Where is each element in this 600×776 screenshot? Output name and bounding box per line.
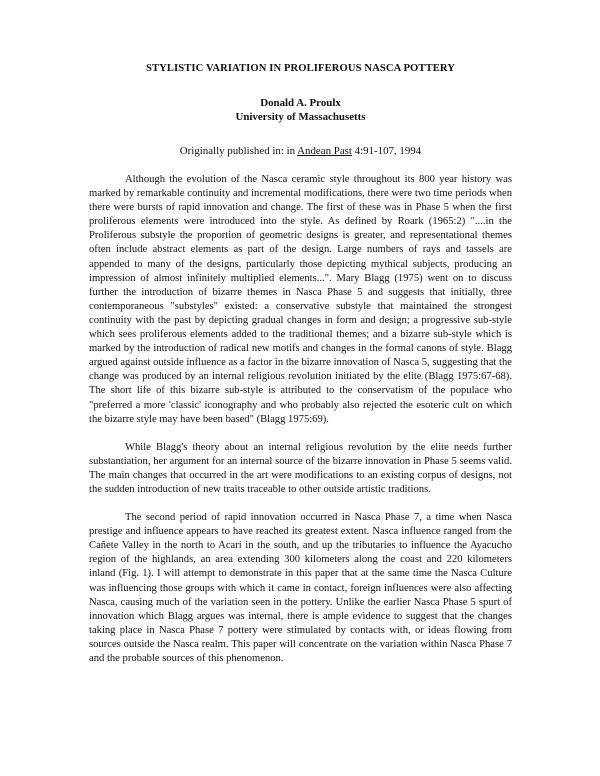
body-paragraph-1: Although the evolution of the Nasca ceramic style throughout its 800 year history was marked by remarkable continuity and incremental modifications, there were two time periods when there were bursts of rapid innovation and change. The first of these was in Phase 5 when the first proliferous elements were introduced into the style. As defined by Roark (1965:2) "....in the Proliferous substyle the proportion of geometric designs is greater, and representational themes often include abstract elements as part of the design. Large numbers of rays and tassels are appended to many of the designs, particularly those depicting mythical subjects, producing an impression of almost infinitely multiplied elements...". Mary Blagg (1975) went on to discuss further the introduction of bizarre themes in Nasca Phase 5 and suggests that initially, three contemporaneous "substyles" existed: a conservative substyle that maintained the strongest continuity with the past by depicting gradual changes in form and design; a progressive sub-style which sees proliferous elements added to the traditional themes; and a bizarre sub-style which is marked by the introduction of radical new motifs and changes in the formal canons of style. Blagg argued against outside influence as a factor in the bizarre innovation of Nasca 5, suggesting that the change was produced by an internal religious revolution initiated by the elite (Blagg 1975:67-68). The short life of this bizarre sub-style is attributed to the conservatism of the populace who "preferred a more 'classic' iconography and who probably also rejected the esoteric cult on which the bizarre style may have been based" (Blagg 1975:69).	[89, 174, 512, 425]
author-affiliation: University of Massachusetts	[235, 111, 366, 123]
body-paragraph-2: While Blagg's theory about an internal religious revolution by the elite needs further substantiation, her argument for an internal source of the bizarre innovation in Phase 5 seems valid. The main changes that occurred in the art were modifications to an existing corpus of designs, not the sudden introduction of new traits traceable to other outside artistic traditions.	[89, 441, 512, 495]
publication-prefix: Originally published in: in	[179, 145, 298, 157]
author-name: Donald A. Proulx	[260, 97, 341, 109]
paper-title: STYLISTIC VARIATION IN PROLIFEROUS NASCA POTTERY	[145, 63, 456, 74]
paper-page	[89, 62, 512, 680]
body-paragraph-3: The second period of rapid innovation occurred in Nasca Phase 7, a time when Nasca prestige and influence appears to have reached its greatest extent. Nasca influence ranged from the Cañete Valley in the north to Acarí in the south, and up the tributaries to influence the Ayacucho region of the highlands, an area extending 300 kilometers along the coast and 220 kilometers inland (Fig. 1). I will attempt to demonstrate in this paper that at the same time the Nasca Culture was influencing those groups with which it came in contact, foreign influences were also affecting Nasca, causing much of the variation seen in the pottery. Unlike the earlier Nasca Phase 5 spurt of innovation which Blagg argues was internal, there is ample evidence to suggest that the changes taking place in Nasca Phase 7 pottery were stimulated by contacts with, or ideas flowing from sources outside the Nasca realm. This paper will concentrate on the variation within Nasca Phase 7 and the probable sources of this phenomenon.	[89, 512, 512, 664]
journal-name: Andean Past	[297, 145, 352, 157]
publication-citation: 4:91-107, 1994	[351, 145, 422, 157]
publication-info	[89, 144, 512, 158]
